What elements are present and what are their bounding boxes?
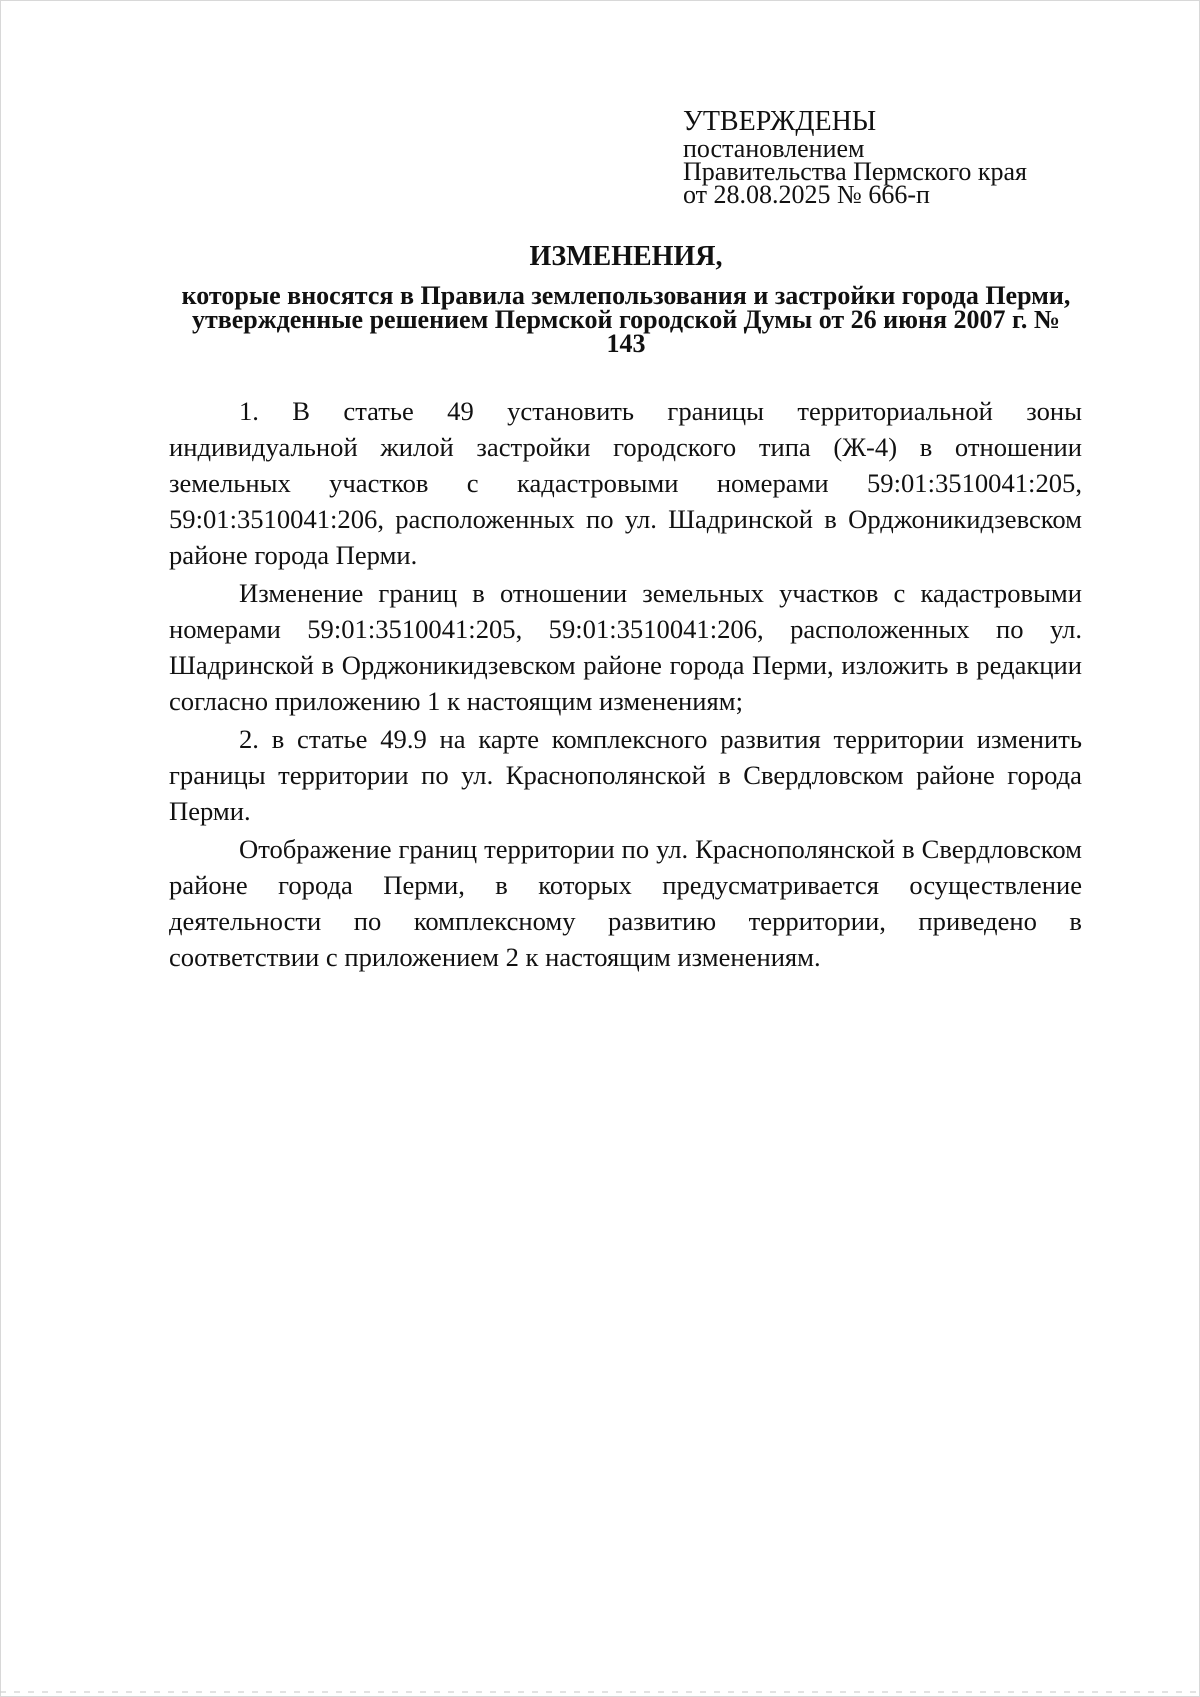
scan-edge-artifact: [0, 1691, 1200, 1693]
document-title: ИЗМЕНЕНИЯ,: [529, 241, 723, 272]
paragraph-4: Отображение границ территории по ул. Краснополянской в Свердловском районе города Перми, в которых предусматривается осуществление деятельности по комплексному развитию территории, приведено в соответствии с приложением 2 к настоящим изменениям.: [169, 834, 1082, 972]
document-heading: [170, 240, 1082, 356]
approval-line-1: постановлением: [683, 134, 865, 163]
paragraph-3: 2. в статье 49.9 на карте комплексного развития территории изменить границы территории по ул. Краснополянской в Свердловском районе города Перми.: [169, 724, 1082, 826]
paragraph-1: 1. В статье 49 установить границы территориальной зоны индивидуальной жилой застройки городского типа (Ж-4) в отношении земельных участков с кадастровыми номерами 59:01:3510041:205, 59:01:3510041:206, расположенных по ул. Шадринской в Орджоникидзевском районе города Перми.: [169, 396, 1082, 570]
approval-line-2: Правительства Пермского края: [683, 157, 1027, 186]
paragraph-2: Изменение границ в отношении земельных участков с кадастровыми номерами 59:01:3510041:205, 59:01:3510041:206, расположенных по ул. Шадринской в Орджоникидзевском районе города Перми, изложить в редакции согласно приложению 1 к настоящим изменениям;: [169, 578, 1082, 716]
document-body: [169, 393, 1082, 975]
approval-title: УТВЕРЖДЕНЫ: [683, 106, 877, 137]
document-subtitle: которые вносятся в Правила землепользования и застройки города Перми, утвержденные решением Пермской городской Думы от 26 июня 2007 г. № 143: [181, 281, 1071, 358]
approval-line-3: от 28.08.2025 № 666-п: [683, 180, 930, 209]
approval-stamp: [683, 106, 1103, 209]
